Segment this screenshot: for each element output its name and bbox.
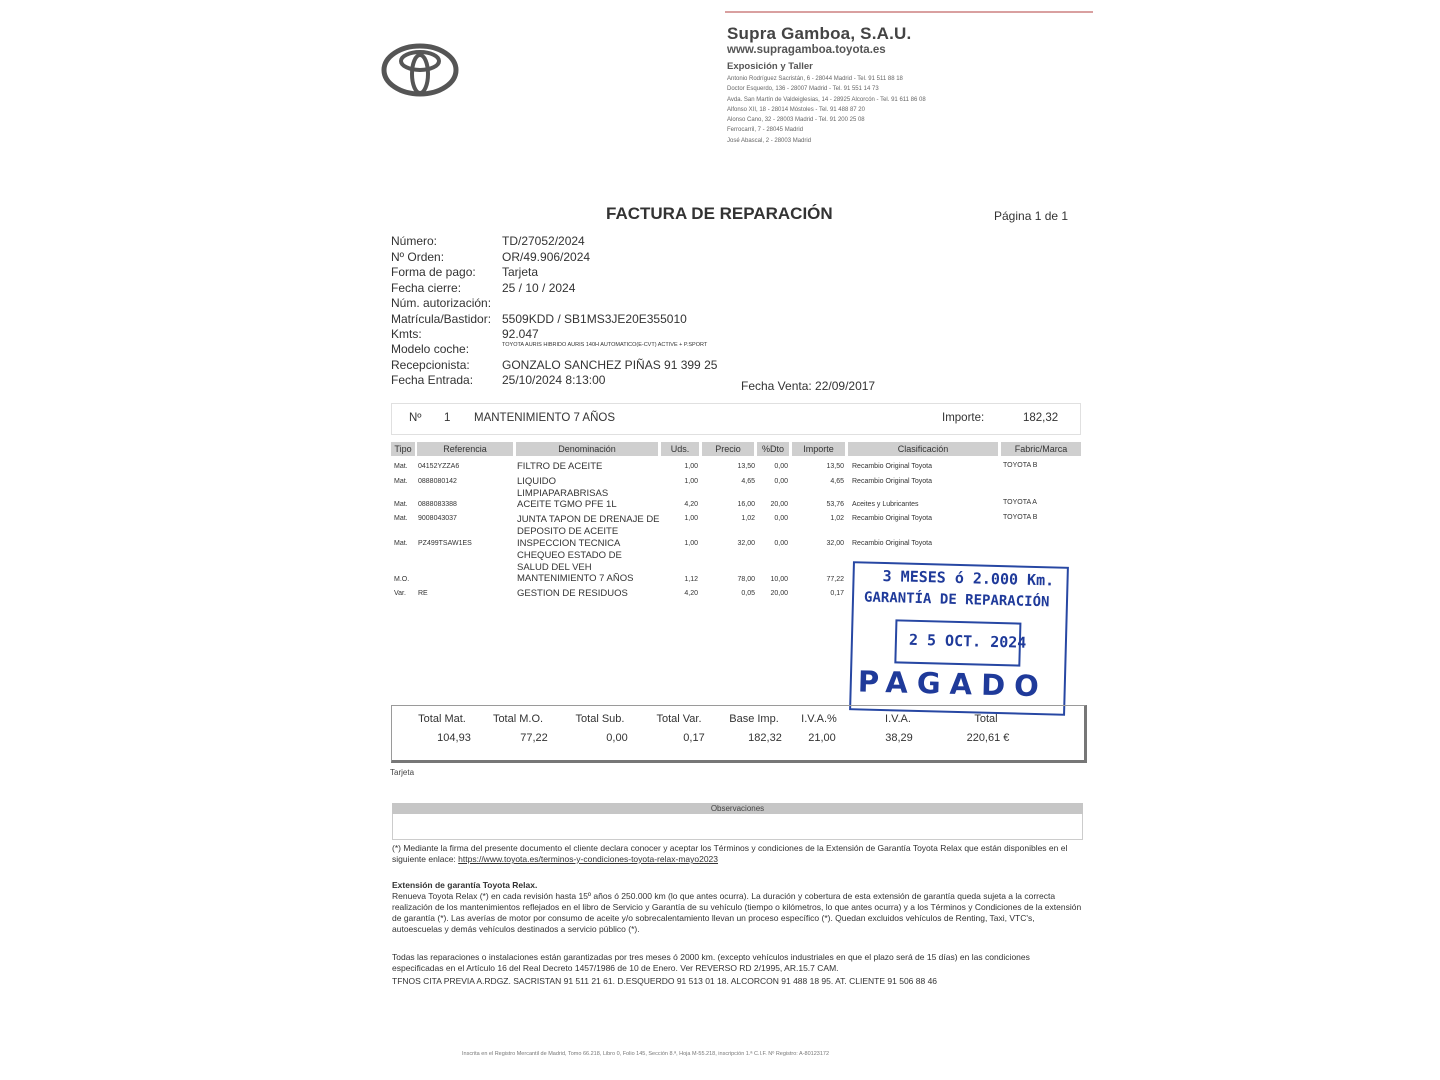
page-indicator: Página 1 de 1 <box>994 209 1069 223</box>
total-value: 104,93 <box>437 732 471 744</box>
info-value: 92.047 <box>502 327 539 341</box>
dealer-address: Ferrocarril, 7 - 28045 Madrid <box>727 127 804 133</box>
dealer-address: Alfonso XII, 18 - 28014 Móstoles - Tel. 91 488 87 20 <box>727 107 865 113</box>
header-accent-line <box>725 11 1093 13</box>
warranty-text: Renueva Toyota Relax (*) en cada revisión hasta 15º años ó 250.000 km (lo que antes ocurra). La duración y cobertura de esta extensión de garantía queda sujeta a la correcta realización de los mantenimientos reflejados en el libro de Servicio y Garantía de su vehículo (tiempo o kilómetros, lo que antes ocurra) y a los Términos y Condiciones de la extensión de garantía (*). Las averías de motor por consumo de aceite y/o sobrecalentamiento llevan un proceso específico (*). Quedan excluidos vehículos de Renting, Taxi, VTC's, autoescuelas y demás vehículos destinados a servicio público (*). <box>392 891 1082 934</box>
cell-denomination: FILTRO DE ACEITE <box>517 461 603 472</box>
total-value: 182,32 <box>748 732 782 744</box>
observations-header: Observaciones <box>392 803 1083 814</box>
stamp-paid-text: PAGADO <box>857 664 1049 704</box>
total-label: Total M.O. <box>492 713 544 725</box>
cell-reference: RE <box>418 590 428 597</box>
warranty-paragraph <box>392 880 1082 935</box>
document-title: FACTURA DE REPARACIÓN <box>606 204 833 223</box>
total-value: 38,29 <box>885 732 913 744</box>
info-label: Fecha Entrada: <box>391 373 474 387</box>
column-header: Clasificación <box>848 442 998 456</box>
column-header: %Dto <box>757 442 789 456</box>
total-label: I.V.A. <box>885 713 911 725</box>
cell-reference: PZ499TSAW1ES <box>418 540 472 547</box>
cell-discount: 0,00 <box>774 540 788 547</box>
cell-amount: 32,00 <box>826 540 844 547</box>
info-label: Núm. autorización: <box>391 296 492 310</box>
total-label: Total Sub. <box>575 713 625 725</box>
info-value: TD/27052/2024 <box>502 234 585 248</box>
cell-type: Mat. <box>394 515 408 522</box>
column-header: Uds. <box>661 442 699 456</box>
cell-price: 4,65 <box>741 478 755 485</box>
stamp-warranty-title: GARANTÍA DE REPARACIÓN <box>863 589 1050 611</box>
cell-classification: Aceites y Lubricantes <box>852 501 919 508</box>
item-number: 1 <box>444 412 451 424</box>
dealer-address: Antonio Rodríguez Sacristán, 6 - 28044 Madrid - Tel. 91 511 88 18 <box>727 76 903 82</box>
cell-brand: TOYOTA B <box>1003 514 1038 521</box>
cell-discount: 0,00 <box>774 478 788 485</box>
stamp-date-box <box>894 619 1027 666</box>
cell-discount: 0,00 <box>774 515 788 522</box>
cell-amount: 53,76 <box>826 501 844 508</box>
cell-denomination: ACEITE TGMO PFE 1L <box>517 499 617 510</box>
cell-classification: Recambio Original Toyota <box>852 463 933 470</box>
cell-amount: 13,50 <box>826 463 844 470</box>
cell-reference: 0888080142 <box>418 478 457 485</box>
cell-units: 1,12 <box>684 576 698 583</box>
cell-type: Mat. <box>394 540 408 547</box>
cell-brand: TOYOTA B <box>1003 462 1038 469</box>
terms-text: (*) Mediante la firma del presente documento el cliente declara conocer y aceptar los Términos y condiciones de la Extensión de Garantía Toyota Relax que están disponibles en el siguiente enlace: <box>392 843 1068 864</box>
column-header: Tipo <box>391 442 415 456</box>
cell-discount: 20,00 <box>770 590 788 597</box>
cell-brand: TOYOTA A <box>1003 499 1037 506</box>
total-value: 21,00 <box>808 732 836 744</box>
info-label: Kmts: <box>391 327 422 341</box>
item-description: MANTENIMIENTO 7 AÑOS <box>474 412 616 424</box>
cell-type: Mat. <box>394 463 408 470</box>
total-value: 0,00 <box>606 732 628 744</box>
total-value: 77,22 <box>520 732 548 744</box>
cell-type: Mat. <box>394 478 408 485</box>
info-value: 5509KDD / SB1MS3JE20E355010 <box>502 312 687 326</box>
cell-denomination: INSPECCION TECNICA CHEQUEO ESTADO DE SALUD DEL VEH <box>517 538 622 573</box>
cell-amount: 77,22 <box>826 576 844 583</box>
registry-footer: Inscrita en el Registro Mercantil de Madrid, Tomo 66.218, Libro 0, Folio 145, Sección 8.ª, Hoja M-55.218, inscripción 1.ª C.I.F. Nº Registro: A-80123172 <box>462 1051 830 1057</box>
cell-units: 1,00 <box>684 478 698 485</box>
info-value: Tarjeta <box>502 265 539 279</box>
cell-reference: 9008043037 <box>418 515 457 522</box>
info-value: 25 / 10 / 2024 <box>502 281 576 295</box>
info-label: Fecha cierre: <box>391 281 462 295</box>
cell-amount: 1,02 <box>830 515 844 522</box>
paid-stamp <box>849 561 1069 716</box>
info-label: Número: <box>391 234 438 248</box>
cell-units: 1,00 <box>684 540 698 547</box>
info-value: OR/49.906/2024 <box>502 250 591 264</box>
repairs-guarantee-paragraph: Todas las reparaciones o instalaciones están garantizadas por tres meses ó 2000 km. (excepto vehículos industriales en que el plazo será de 15 días) en las condiciones especificadas en el Artículo 16 del Real Decreto 1457/1986 de 10 de Enero. Ver REVERSO RD 2/1995, AR.15.7 CAM. <box>392 952 1030 973</box>
dealer-subtitle: Exposición y Taller <box>727 61 813 72</box>
total-value: 0,17 <box>683 732 705 744</box>
cell-price: 0,05 <box>741 590 755 597</box>
total-label: Base Imp. <box>729 713 779 725</box>
total-label: Total <box>974 713 998 725</box>
cell-discount: 20,00 <box>770 501 788 508</box>
cell-units: 4,20 <box>684 590 698 597</box>
cell-denomination: MANTENIMIENTO 7 AÑOS <box>517 573 634 584</box>
column-header: Fabric/Marca <box>1001 442 1081 456</box>
dealer-address: Alonso Cano, 32 - 28003 Madrid - Tel. 91 200 25 08 <box>727 117 865 123</box>
cell-price: 16,00 <box>737 501 755 508</box>
cell-reference: 04152YZZA6 <box>418 463 460 470</box>
item-amount-label: Importe: <box>942 412 985 424</box>
grand-total-value: 220,61 € <box>966 732 1010 744</box>
table-header <box>391 442 1081 456</box>
cell-amount: 0,17 <box>830 590 844 597</box>
warranty-title: Extensión de garantía Toyota Relax. <box>392 880 538 890</box>
item-amount: 182,32 <box>1023 412 1059 424</box>
info-label: Modelo coche: <box>391 342 470 356</box>
toyota-logo-icon <box>380 42 460 98</box>
cell-price: 78,00 <box>737 576 755 583</box>
item-number-label: Nº <box>409 412 422 424</box>
cell-price: 13,50 <box>737 463 755 470</box>
cell-type: Var. <box>394 590 406 597</box>
cell-discount: 10,00 <box>770 576 788 583</box>
terms-paragraph <box>392 843 1082 865</box>
cell-price: 1,02 <box>741 515 755 522</box>
cell-denomination: LIQUIDO LIMPIAPARABRISAS <box>517 476 609 499</box>
item-header-box <box>391 403 1081 435</box>
info-label: Forma de pago: <box>391 265 476 279</box>
sale-date: Fecha Venta: 22/09/2017 <box>741 379 876 393</box>
dealer-address: José Abascal, 2 - 28003 Madrid <box>727 138 812 144</box>
info-label: Matrícula/Bastidor: <box>391 312 492 326</box>
cell-type: M.O. <box>394 576 410 583</box>
info-label: Recepcionista: <box>391 358 470 372</box>
payment-method-note: Tarjeta <box>390 768 415 777</box>
cell-classification: Recambio Original Toyota <box>852 540 933 547</box>
terms-link[interactable]: https://www.toyota.es/terminos-y-condiciones-toyota-relax-mayo2023 <box>458 854 719 864</box>
dealer-name: Supra Gamboa, S.A.U. <box>727 24 912 43</box>
total-label: Total Var. <box>656 713 702 725</box>
stamp-warranty-period: 3 MESES ó 2.000 Km. <box>882 566 1055 590</box>
contact-phones: TFNOS CITA PREVIA A.RDGZ. SACRISTAN 91 511 21 61. D.ESQUERDO 91 513 01 18. ALCORCON 91 488 18 95. AT. CLIENTE 91 506 88 46 <box>392 976 938 986</box>
column-header: Precio <box>702 442 754 456</box>
cell-units: 4,20 <box>684 501 698 508</box>
stamp-date: 2 5 OCT. 2024 <box>908 630 1027 652</box>
cell-units: 1,00 <box>684 515 698 522</box>
cell-reference: 0888083388 <box>418 501 457 508</box>
dealer-website[interactable]: www.supragamboa.toyota.es <box>727 44 886 56</box>
info-label: Nº Orden: <box>391 250 445 264</box>
cell-type: Mat. <box>394 501 408 508</box>
column-header: Denominación <box>516 442 658 456</box>
info-value: TOYOTA AURIS HIBRIDO AURIS 140H AUTOMATICO(E-CVT) ACTIVE + P.SPORT <box>502 342 708 348</box>
cell-units: 1,00 <box>684 463 698 470</box>
observations-box <box>392 814 1083 840</box>
cell-amount: 4,65 <box>830 478 844 485</box>
total-label: Total Mat. <box>418 713 466 725</box>
info-value: GONZALO SANCHEZ PIÑAS 91 399 25 <box>502 358 718 372</box>
cell-classification: Recambio Original Toyota <box>852 478 933 485</box>
totals-box <box>391 705 1087 763</box>
cell-denomination: JUNTA TAPON DE DRENAJE DE DEPOSITO DE ACEITE <box>517 514 660 537</box>
dealer-address: Doctor Esquerdo, 136 - 28007 Madrid - Tel. 91 551 14 73 <box>727 86 879 92</box>
column-header: Importe <box>792 442 845 456</box>
cell-classification: Recambio Original Toyota <box>852 515 933 522</box>
cell-denomination: GESTION DE RESIDUOS <box>517 588 628 599</box>
dealer-address: Avda. San Martín de Valdeiglesias, 14 - 28925 Alcorcón - Tel. 91 611 86 08 <box>727 97 926 103</box>
info-value: 25/10/2024 8:13:00 <box>502 373 606 387</box>
cell-discount: 0,00 <box>774 463 788 470</box>
cell-price: 32,00 <box>737 540 755 547</box>
column-header: Referencia <box>417 442 513 456</box>
total-label: I.V.A.% <box>801 713 837 725</box>
